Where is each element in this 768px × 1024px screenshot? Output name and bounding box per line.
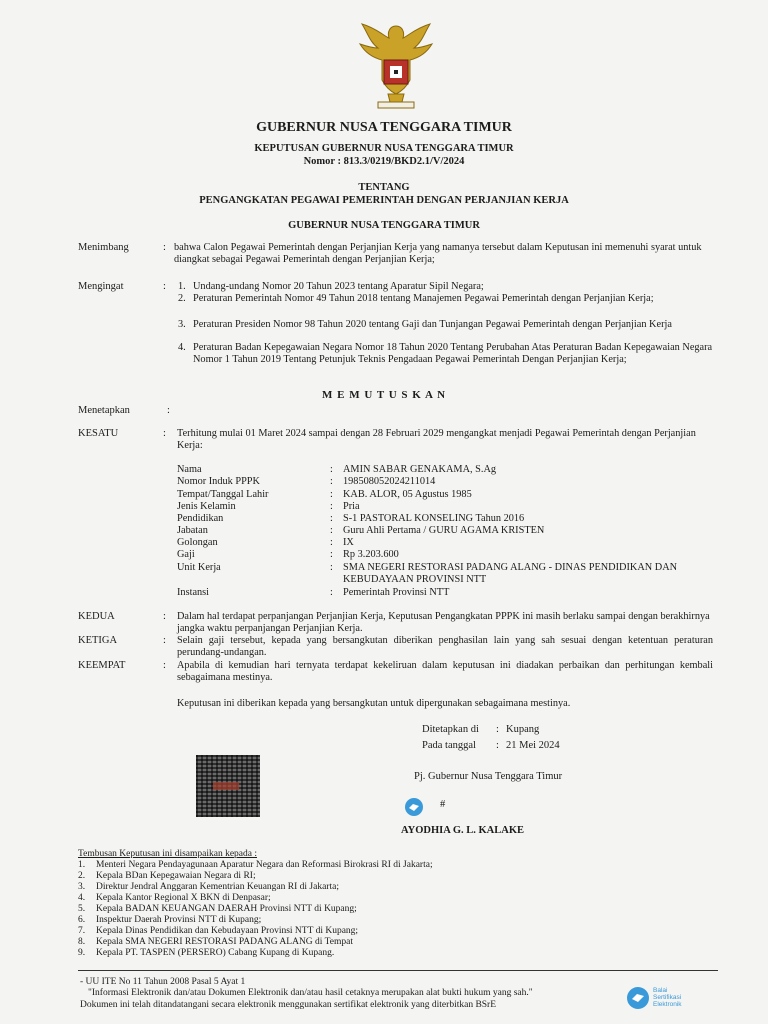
kesatu-label: KESATU	[78, 428, 119, 439]
field-value: IX	[343, 537, 354, 548]
signer-position: Pj. Gubernur Nusa Tenggara Timur	[414, 771, 563, 782]
field-value: S-1 PASTORAL KONSELING Tahun 2016	[343, 513, 525, 524]
list-item: Inspektur Daerah Provinsi NTT di Kupang;	[96, 915, 262, 925]
decree-page: GUBERNUR NUSA TENGGARA TIMUR KEPUTUSAN GUBERNUR NUSA TENGGARA TIMUR Nomor : 813.3/0219/BKD2.1/V/2024 TENTANG PENGANGKATAN PEGAWAI PEMERINTAH DENGAN PERJANJIAN KERJA GUBERNUR NUSA TENGGARA TIMUR Menimbang : bahwa Calon Pegawai Pemerintah dengan Perjanjian Kerja yang namanya tersebut dalam Keputusan ini memenuhi syarat untuk diangkat sebagai Pegawai Pemerintah dengan Perjanjian Kerja; Mengingat : 1. Undang-undang Nomor 20 Tahun 2023 tentang Aparatur Sipil Negara; 2. Peraturan Pemerintah Nomor 49 Tahun 2018 tentang Manajemen Pegawai Pemerintah dengan Perjanjian Kerja; 3. Peraturan Presiden Nomor 98 Tahun 2020 tentang Gaji dan Tunjangan Pegawai Pemerintah dengan Perjanjian Kerja 4. Peraturan Badan Kepegawaian Negara Nomor 18 Tahun 2020 Tentang Perubahan Atas Peraturan Badan Kepegawaian Negara Nomor 1 Tahun 2019 Tentang Petunjuk Teknis Pengadaan Pegawai Pemerintah Dengan Perjanjian Kerja; M E M U T U S K A N Menetapkan : KESATU : Terhitung mulai 01 Maret 2024 sampai dengan 28 Februari 2029 mengangkat menjadi Pegawai Pemerintah dengan Perjanjian Kerja: Nama : AMIN SABAR GENAKAMA, S.Ag Nomor Induk PPPK : 198508052024211014 Tempat/Tanggal Lahir : KAB. ALOR, 05 Agustus 1985 Jenis Kelamin : Pria Pendidikan : S-1 PASTORAL KONSELING Tahun 2016 Jabatan : Guru Ahli Pertama / GURU AGAMA KRISTEN Golongan : IX Gaji : Rp 3.203.600 Unit Kerja : SMA NEGERI RESTORASI PADANG ALANG - DINAS PENDIDIKAN DAN KEBUDAYAAN PROVINSI NTT Instansi : Pemerintah Provinsi NTT KEDUA : Dalam hal terdapat perpanjangan Perjanjian Kerja, Keputusan Pengangkatan PPPK ini masih berlaku sampai dengan berakhirnya jangka waktu perpanjangan Perjanjian Kerja. KETIGA : Selain gaji tersebut, kepada yang bersangkutan diberikan penghasilan lain yang sah sesuai dengan ketentuan peraturan perundang-undangan. KEEMPAT : Apabila di kemudian hari ternyata terdapat kekeliruan dalam keputusan ini diadakan perbaikan dan perhitungan kembali sebagaimana mestinya. Keputusan ini diberikan kepada yang bersangkutan untuk dipergunakan sebagaimana mestinya. Ditetapkan di : Kupang Pada tanggal : 21 Mei 2024 Pj. Gubernur Nusa Tenggara Timur # AYODHIA G. L. KALAKE Tembusan Keputusan ini disampaikan kepada : 1. Menteri Negara Pendayagunaan Aparatur Negara dan Reformasi Birokrasi RI di Jakarta; 2. Kepala BDan Kepegawaian Negara di RI; 3. Direktur Jendral Anggaran Kementrian Keuangan RI di Jakarta; 4. Kepala Kantor Regional X BKN di Denpasar; 5. Kepala BADAN KEUANGAN DAERAH Provinsi NTT di Kupang; 6. Inspektur Daerah Provinsi NTT di Kupang; 7. Kepala Dinas Pendidikan dan Kebudayaan Provinsi NTT di Kupang; 8. Kepala SMA NEGERI RESTORASI PADANG ALANG di Tempat 9. Kepala PT. TASPEN (PERSERO) Cabang Kupang di Kupang. - UU ITE No 11 Tahun 2008 Pasal 5 Ayat 1 "Informasi Elektronik dan/atau Dokumen Elektronik dan/atau hasil cetaknya merupakan alat bukti hukum yang sah." Dokumen ini telah ditandatangani secara elektronik menggunakan sertifikat elektronik yang diterbitkan BSrE Balai Sertifikasi Elektronik	[0, 0, 768, 1024]
field-value: Pria	[343, 501, 360, 512]
closing-statement: Keputusan ini diberikan kepada yang bersangkutan untuk dipergunakan sebagaimana mestinya.	[177, 698, 571, 709]
bsre-seal-icon	[404, 797, 424, 817]
governor-title: GUBERNUR NUSA TENGGARA TIMUR	[256, 120, 512, 135]
field-value: Rp 3.203.600	[343, 549, 399, 560]
field-label: Gaji	[177, 549, 195, 560]
signer-name: AYODHIA G. L. KALAKE	[401, 825, 525, 836]
field-label: Nomor Induk PPPK	[177, 476, 260, 487]
field-label: Jabatan	[177, 525, 208, 536]
mengingat-item-1: Undang-undang Nomor 20 Tahun 2023 tentang Aparatur Sipil Negara;	[193, 281, 484, 292]
field-label: Jenis Kelamin	[177, 501, 236, 512]
field-label: Unit Kerja	[177, 562, 221, 573]
mengingat-item-2: Peraturan Pemerintah Nomor 49 Tahun 2018 tentang Manajemen Pegawai Pemerintah dengan Perjanjian Kerja;	[193, 293, 654, 304]
mengingat-label: Mengingat	[78, 281, 124, 292]
ketiga-label: KETIGA	[78, 635, 118, 646]
list-item: Kepala PT. TASPEN (PERSERO) Cabang Kupang di Kupang.	[96, 948, 335, 958]
menimbang-text: bahwa Calon Pegawai Pemerintah dengan Perjanjian Kerja yang namanya tersebut dalam Keputusan ini memenuhi syarat untuk diangkat sebagai Pegawai Pemerintah dengan Perjanjian Kerja;	[174, 242, 702, 265]
footer-law-ref: - UU ITE No 11 Tahun 2008 Pasal 5 Ayat 1	[80, 977, 246, 987]
qr-stamp-mark	[213, 782, 239, 790]
field-value: Guru Ahli Pertama / GURU AGAMA KRISTEN	[343, 525, 545, 536]
decree-subject: PENGANGKATAN PEGAWAI PEMERINTAH DENGAN PERJANJIAN KERJA	[199, 195, 569, 206]
footer-esign-note: Dokumen ini telah ditandatangani secara elektronik menggunakan sertifikat elektronik yang diterbitkan BSrE	[80, 1000, 497, 1010]
list-item: Kepala BADAN KEUANGAN DAERAH Provinsi NTT di Kupang;	[96, 904, 357, 914]
field-label: Nama	[177, 464, 202, 475]
field-value: AMIN SABAR GENAKAMA, S.Ag	[343, 464, 497, 475]
keempat-label: KEEMPAT	[78, 660, 126, 671]
bsre-logo-text: Balai Sertifikasi Elektronik	[653, 987, 682, 1008]
place-label: Ditetapkan di	[422, 724, 479, 735]
list-item: Kepala Dinas Pendidikan dan Kebudayaan Provinsi NTT di Kupang;	[96, 926, 359, 936]
signature-mark: #	[440, 799, 446, 810]
field-value: 198508052024211014	[343, 476, 436, 487]
kesatu-text: Terhitung mulai 01 Maret 2024 sampai dengan 28 Februari 2029 mengangkat menjadi Pegawai Pemerintah dengan Perjanjian Kerja:	[177, 428, 696, 451]
list-item: Kepala BDan Kepegawaian Negara di RI;	[96, 871, 256, 881]
field-label: Instansi	[177, 587, 210, 598]
ketiga-text: Selain gaji tersebut, kepada yang bersangkutan diberikan penghasilan lain yang sah sesuai dengan ketentuan peraturan perundang-undangan.	[177, 635, 713, 658]
footer-quote: "Informasi Elektronik dan/atau Dokumen Elektronik dan/atau hasil cetaknya merupakan alat bukti hukum yang sah."	[88, 988, 533, 998]
list-item: Kepala Kantor Regional X BKN di Denpasar;	[96, 893, 271, 903]
field-value: SMA NEGERI RESTORASI PADANG ALANG - DINAS PENDIDIKAN DAN KEBUDAYAAN PROVINSI NTT	[343, 562, 678, 585]
kedua-text: Dalam hal terdapat perpanjangan Perjanjian Kerja, Keputusan Pengangkatan PPPK ini masih berlaku sampai dengan berakhirnya jangka waktu perpanjangan Perjanjian Kerja.	[177, 611, 710, 634]
list-item: Menteri Negara Pendayagunaan Aparatur Negara dan Reformasi Birokrasi RI di Jakarta;	[96, 860, 433, 870]
mengingat-item-4: Peraturan Badan Kepegawaian Negara Nomor 18 Tahun 2020 Tentang Perubahan Atas Peraturan Badan Kepegawaian Negara Nomor 1 Tahun 2019 Tentang Petunjuk Teknis Pengadaan Pegawai Pemerintah Dengan Perjanjian Kerja;	[193, 342, 713, 365]
decree-number: Nomor : 813.3/0219/BKD2.1/V/2024	[303, 156, 465, 167]
date-value: 21 Mei 2024	[506, 740, 560, 751]
bsre-logo-icon	[626, 986, 650, 1010]
list-item: Direktur Jendral Anggaran Kementrian Keuangan RI di Jakarta;	[96, 882, 339, 892]
footer-divider	[78, 970, 718, 971]
keempat-text: Apabila di kemudian hari ternyata terdapat kekeliruan dalam keputusan ini diadakan perbaikan dan perhitungan kembali sebagaimana mestinya.	[177, 660, 713, 683]
field-value: KAB. ALOR, 05 Agustus 1985	[343, 489, 472, 500]
kedua-label: KEDUA	[78, 611, 115, 622]
date-label: Pada tanggal	[422, 740, 476, 751]
memutuskan-heading: M E M U T U S K A N	[321, 389, 447, 401]
field-value: Pemerintah Provinsi NTT	[343, 587, 450, 598]
tembusan-heading: Tembusan Keputusan ini disampaikan kepada :	[78, 849, 257, 859]
list-item: Kepala SMA NEGERI RESTORASI PADANG ALANG di Tempat	[96, 937, 353, 947]
field-label: Pendidikan	[177, 513, 224, 524]
about-heading: TENTANG	[358, 182, 410, 193]
issuer-heading: GUBERNUR NUSA TENGGARA TIMUR	[288, 220, 480, 231]
place-value: Kupang	[506, 724, 540, 735]
decree-title: KEPUTUSAN GUBERNUR NUSA TENGGARA TIMUR	[254, 143, 514, 154]
field-label: Golongan	[177, 537, 218, 548]
field-label: Tempat/Tanggal Lahir	[177, 489, 269, 500]
mengingat-item-3: Peraturan Presiden Nomor 98 Tahun 2020 tentang Gaji dan Tunjangan Pegawai Pemerintah dengan Perjanjian Kerja	[193, 319, 672, 330]
menimbang-label: Menimbang	[78, 242, 129, 253]
garuda-emblem-icon	[354, 18, 438, 110]
menetapkan-label: Menetapkan	[78, 405, 130, 416]
